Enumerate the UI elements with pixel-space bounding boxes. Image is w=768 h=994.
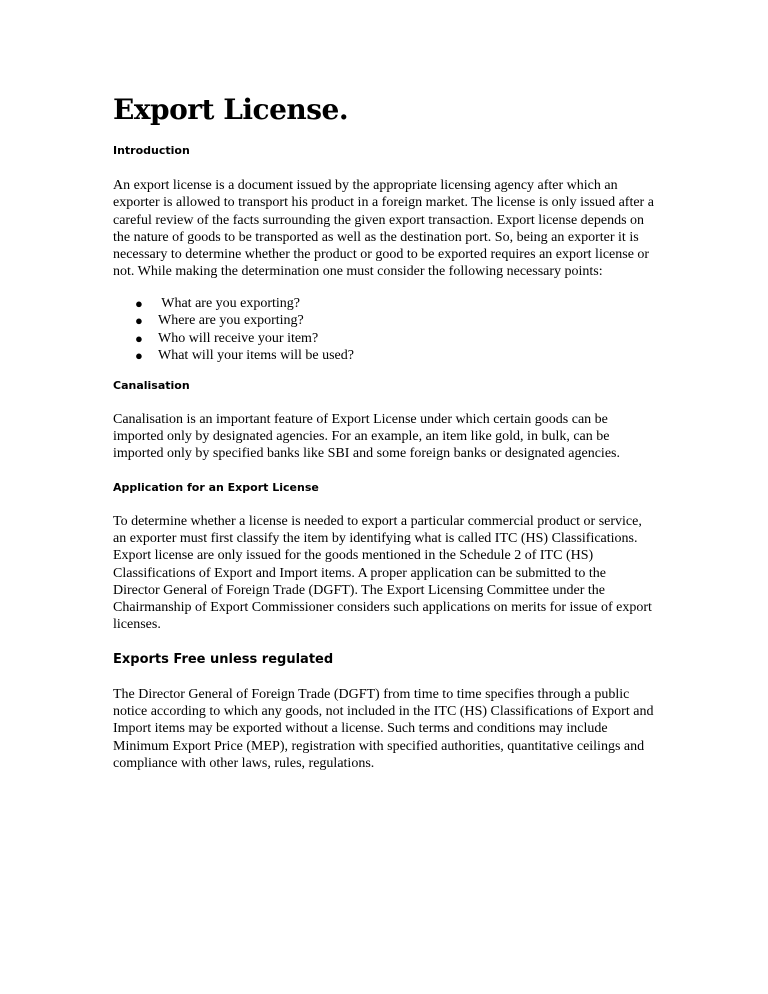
list-item: ● Who will receive your item? xyxy=(135,330,319,346)
list-item: ● What will your items will be used? xyxy=(135,348,354,364)
bullet-icon: ● xyxy=(135,295,143,311)
list-item: ● What are you exporting? xyxy=(135,295,301,311)
exports-free-paragraph: The Director General of Foreign Trade (DGFT) from time to time specifies through a public notice according to which any goods, not included in the ITC (HS) Classifications of Export and Import items may be exported without a license. Such terms and conditions may include Minimum Export Price (MEP), registration with specified authorities, quantitative ceilings and compliance with other laws, rules, regulations. xyxy=(113,686,654,771)
application-paragraph: To determine whether a license is needed to export a particular commercial product or service, an exporter must first classify the item by identifying what is called ITC (HS) Classifications. Export license are only issued for the goods mentioned in the Schedule 2 of ITC (HS) Classifications of Export and Import items. A proper application can be submitted to the Director General of Foreign Trade (DGFT). The Export Licensing Committee under the Chairmanship of Export Commissioner considers such applications on merits for issue of export licenses. xyxy=(113,513,652,633)
list-item: ● Where are you exporting? xyxy=(135,313,304,329)
canalisation-paragraph: Canalisation is an important feature of Export License under which certain goods can be imported only by designated agencies. For an example, an item like gold, in bulk, can be imported only by specified banks like SBI and some foreign banks or designated agencies. xyxy=(113,411,620,462)
section-heading-exports-free: Exports Free unless regulated xyxy=(113,651,334,667)
section-heading-introduction: Introduction xyxy=(113,144,190,157)
section-heading-canalisation: Canalisation xyxy=(113,378,190,392)
document-page xyxy=(113,90,658,772)
section-heading-application: Application for an Export License xyxy=(113,480,319,494)
bullet-icon: ● xyxy=(135,348,143,364)
document-title: Export License. xyxy=(113,93,349,126)
bullet-icon: ● xyxy=(135,330,143,346)
considerations-list xyxy=(113,295,658,365)
bullet-icon: ● xyxy=(135,313,143,329)
introduction-paragraph: An export license is a document issued by the appropriate licensing agency after which an exporter is allowed to transport his product in a foreign market. The license is only issued after a careful review of the facts surrounding the given export transaction. Export license depends on the nature of goods to be transported as well as the destination port. So, being an exporter it is necessary to determine whether the product or good to be exported requires an export license or not. While making the determination one must consider the following necessary points: xyxy=(113,178,654,280)
